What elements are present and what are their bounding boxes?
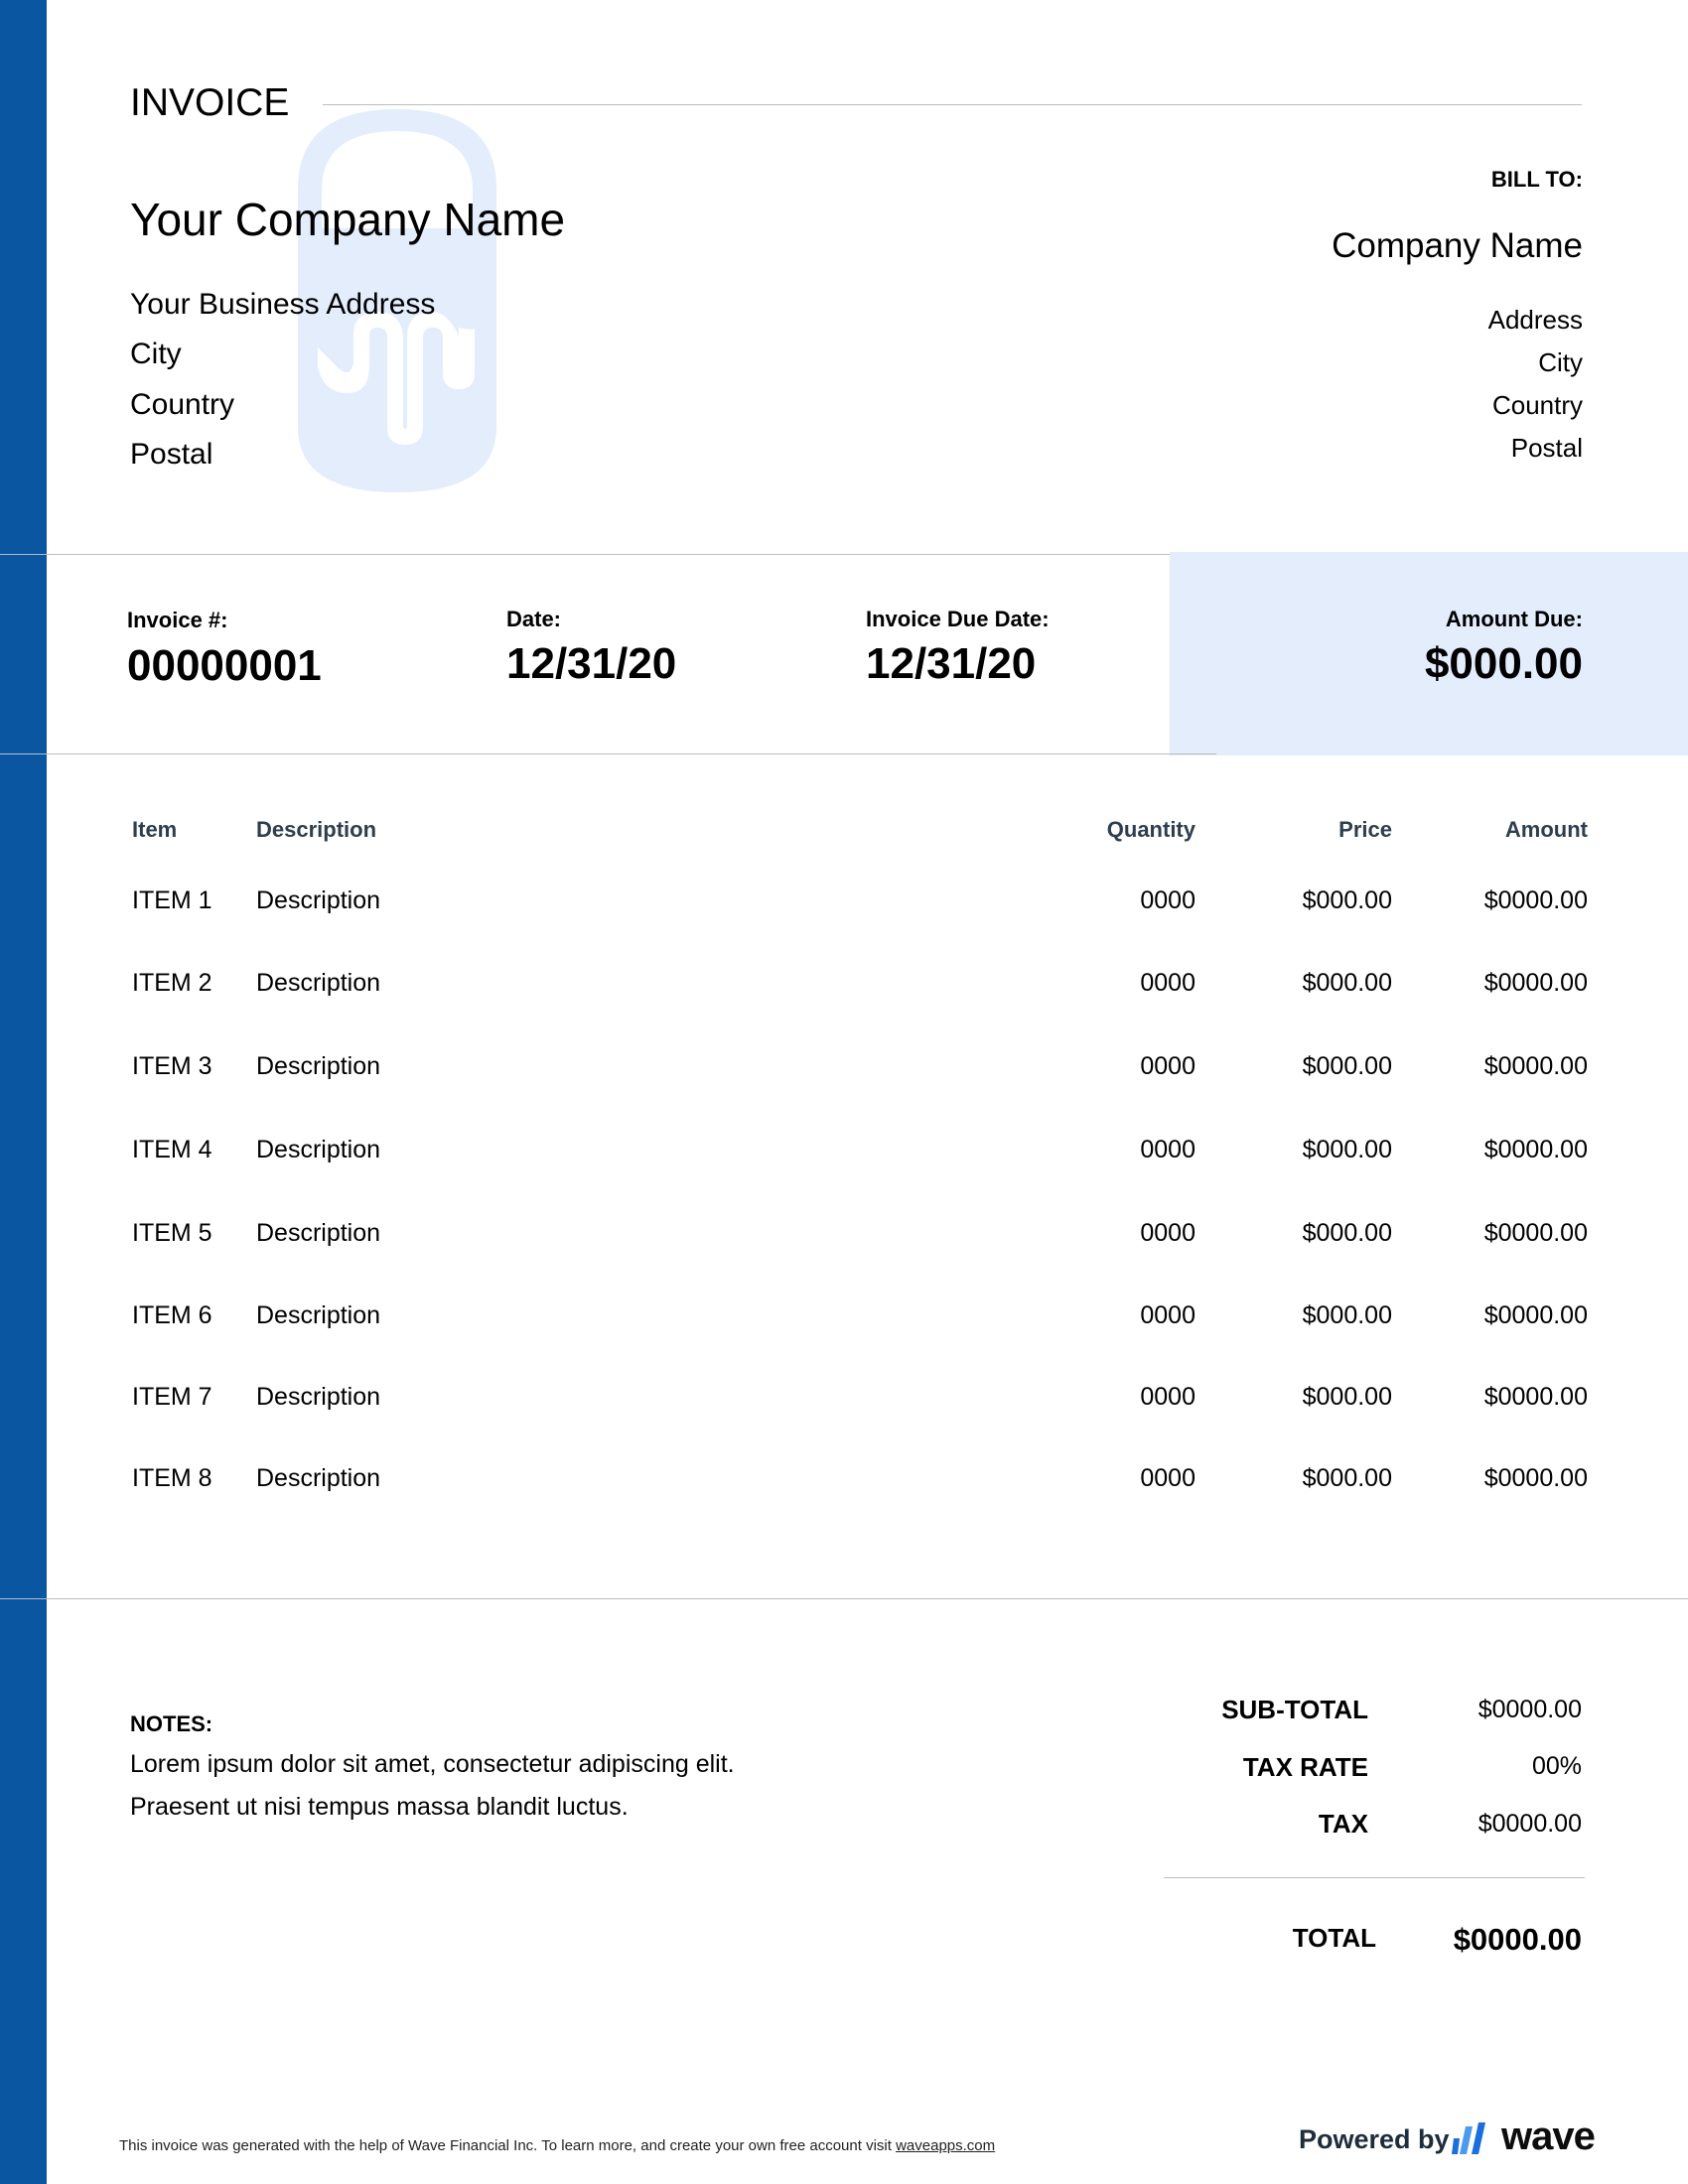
row-amount: $0000.00 [1483,887,1588,914]
summary-divider [1164,1877,1585,1878]
meta-bottom-divider [0,753,1216,754]
row-description: Description [256,1301,381,1329]
row-description: Description [256,1383,381,1411]
row-amount: $0000.00 [1483,1301,1588,1329]
row-price: $000.00 [1302,887,1392,914]
row-quantity: 0000 [1140,1136,1196,1163]
invoice-number: 00000001 [127,641,322,690]
row-price: $000.00 [1302,1136,1392,1163]
row-item: ITEM 7 [132,1383,212,1411]
amount-due-label: Amount Due: [1445,607,1583,631]
amount-due-value: $000.00 [1424,639,1583,688]
total-label: TOTAL [1292,1923,1376,1953]
table-row [0,881,1688,920]
row-amount: $0000.00 [1483,969,1588,997]
row-description: Description [256,1136,381,1163]
sidebar-accent-bar [0,0,47,2184]
tax-value: $0000.00 [1477,1810,1582,1838]
row-quantity: 0000 [1140,1383,1196,1411]
footer-note [119,2137,995,2154]
invoice-title: INVOICE [130,81,290,124]
row-description: Description [256,1464,381,1492]
bill-to-city: City [1538,347,1583,377]
row-amount: $0000.00 [1483,1136,1588,1163]
due-date: 12/31/20 [866,639,1037,688]
total-value: $0000.00 [1453,1922,1582,1957]
notes-line: Praesent ut nisi tempus massa blandit luctus. [130,1793,629,1821]
date-label: Date: [506,607,562,631]
sender-country: Country [130,388,235,421]
table-row [0,1213,1688,1253]
row-quantity: 0000 [1140,1301,1196,1329]
column-header-price: Price [1338,817,1392,842]
sender-postal: Postal [130,438,213,471]
column-header-amount: Amount [1504,817,1588,842]
sender-address-line: Your Business Address [130,288,436,321]
waveapps-link[interactable]: waveapps.com [896,2137,996,2154]
row-quantity: 0000 [1140,969,1196,997]
row-item: ITEM 4 [132,1136,212,1163]
powered-by-label: Powered by [1299,2124,1450,2154]
wave-brand-wordmark: wave [1501,2115,1595,2158]
notes-line: Lorem ipsum dolor sit amet, consectetur adipiscing elit. [130,1750,735,1778]
row-description: Description [256,969,381,997]
due-date-label: Invoice Due Date: [866,607,1050,631]
row-price: $000.00 [1302,1219,1392,1247]
table-row [0,1458,1688,1498]
table-row [0,963,1688,1003]
sender-company-name: Your Company Name [130,194,566,245]
bill-to-country: Country [1491,390,1583,420]
row-item: ITEM 2 [132,969,212,997]
bill-to-label: BILL TO: [1490,167,1583,192]
bill-to-postal: Postal [1510,433,1583,463]
row-amount: $0000.00 [1483,1383,1588,1411]
row-price: $000.00 [1302,1301,1392,1329]
table-bottom-divider [0,1598,1688,1599]
table-row [0,1296,1688,1335]
row-item: ITEM 3 [132,1052,212,1080]
row-price: $000.00 [1302,1383,1392,1411]
notes-label: NOTES: [130,1711,213,1736]
tax-rate-value: 00% [1531,1752,1582,1780]
row-quantity: 0000 [1140,1219,1196,1247]
row-quantity: 0000 [1140,1464,1196,1492]
row-description: Description [256,887,381,914]
row-item: ITEM 8 [132,1464,212,1492]
row-quantity: 0000 [1140,887,1196,914]
row-description: Description [256,1219,381,1247]
wave-logo-icon [1452,2120,1491,2158]
row-item: ITEM 1 [132,887,212,914]
column-header-item: Item [132,817,178,842]
row-quantity: 0000 [1140,1052,1196,1080]
tax-rate-label: TAX RATE [1242,1752,1368,1782]
row-item: ITEM 6 [132,1301,212,1329]
column-header-quantity: Quantity [1106,817,1196,842]
subtotal-label: SUB-TOTAL [1221,1695,1368,1724]
invoice-date: 12/31/20 [506,639,677,688]
column-header-description: Description [256,817,377,842]
row-amount: $0000.00 [1483,1052,1588,1080]
sender-city: City [130,338,182,370]
row-price: $000.00 [1302,969,1392,997]
row-description: Description [256,1052,381,1080]
title-divider [323,104,1582,105]
meta-top-divider [0,554,1216,555]
row-price: $000.00 [1302,1464,1392,1492]
table-row [0,1130,1688,1169]
table-row [0,1046,1688,1086]
subtotal-value: $0000.00 [1477,1696,1582,1723]
bill-to-address: Address [1487,305,1583,335]
footer-text: This invoice was generated with the help of Wave Financial Inc. To learn more, and create your own free account visit [119,2137,892,2154]
row-amount: $0000.00 [1483,1219,1588,1247]
tax-label: TAX [1318,1809,1368,1839]
row-amount: $0000.00 [1483,1464,1588,1492]
bill-to-company-name: Company Name [1332,226,1583,265]
row-item: ITEM 5 [132,1219,212,1247]
table-row [0,1377,1688,1417]
invoice-number-label: Invoice #: [127,608,228,632]
row-price: $000.00 [1302,1052,1392,1080]
